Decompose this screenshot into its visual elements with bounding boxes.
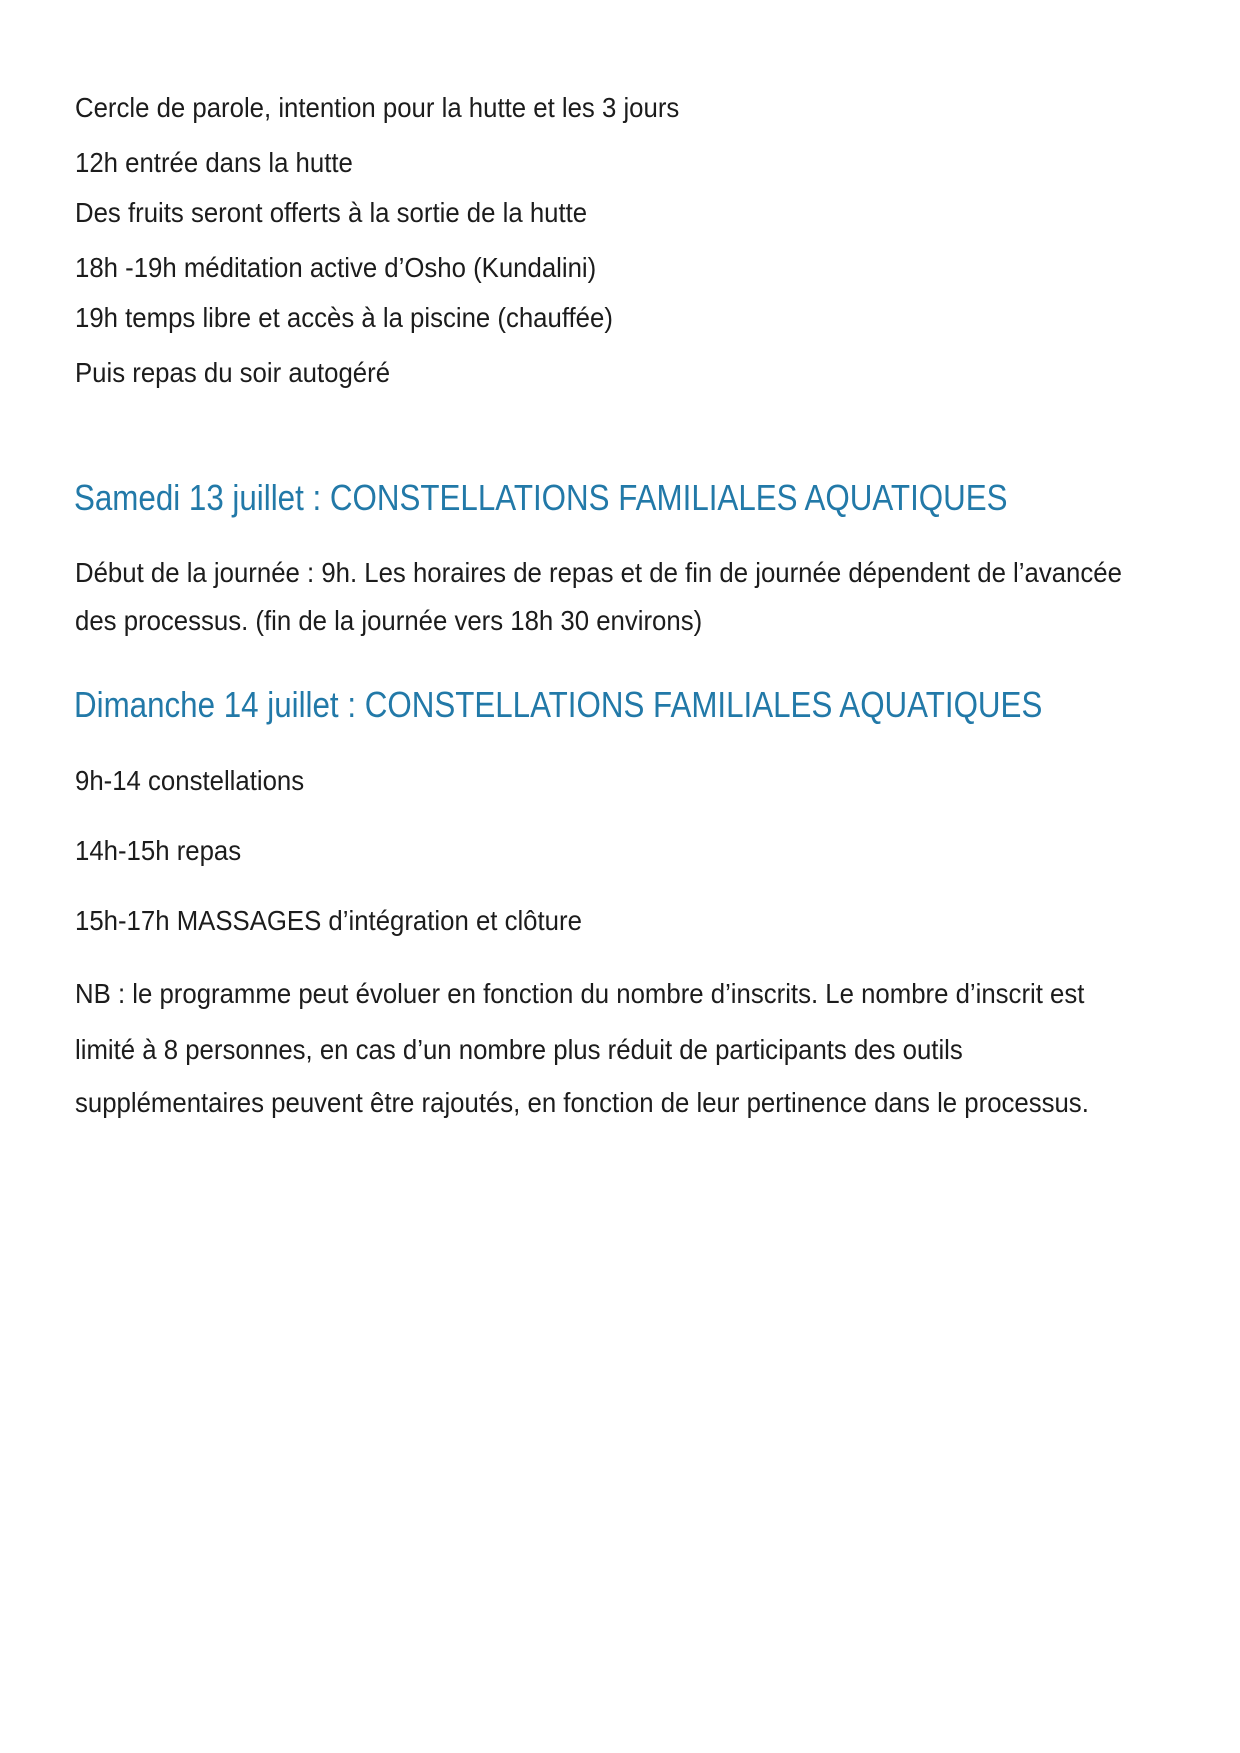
paragraph-line xyxy=(75,251,642,285)
paragraph-text: 19h temps libre et accès à la piscine (chauffée) xyxy=(75,302,613,333)
paragraph-line xyxy=(75,556,1213,590)
schedule-text: 14h-15h repas xyxy=(75,835,242,866)
paragraph-text: Début de la journée : 9h. Les horaires de repas et de fin de journée dépendent de l’avancée xyxy=(75,557,1122,588)
paragraph-text: Cercle de parole, intention pour la hutte et les 3 jours xyxy=(75,92,680,123)
note-text: supplémentaires peuvent être rajoutés, en fonction de leur pertinence dans le processus. xyxy=(75,1087,1089,1118)
paragraph-line xyxy=(75,604,757,638)
note-text: NB : le programme peut évoluer en fonction du nombre d’inscrits. Le nombre d’inscrit est xyxy=(75,978,1085,1009)
paragraph-line xyxy=(75,356,417,390)
paragraph-line xyxy=(75,91,732,125)
paragraph-line xyxy=(75,146,377,180)
section-heading-dimanche-14-juillet xyxy=(74,683,1187,726)
section-heading-samedi-13-juillet xyxy=(74,476,1147,519)
paragraph-text: 12h entrée dans la hutte xyxy=(75,147,353,178)
paragraph-text: 18h -19h méditation active d’Osho (Kundalini) xyxy=(75,252,597,283)
note-line xyxy=(75,1086,1177,1120)
paragraph-text: Des fruits seront offerts à la sortie de la hutte xyxy=(75,197,588,228)
schedule-line xyxy=(75,764,324,798)
paragraph-line xyxy=(75,301,660,335)
section-heading-text: Dimanche 14 juillet : CONSTELLATIONS FAMILIALES AQUATIQUES xyxy=(74,684,1043,725)
paragraph-text: des processus. (fin de la journée vers 18h 30 environs) xyxy=(75,605,703,636)
note-text: limité à 8 personnes, en cas d’un nombre plus réduit de participants des outils xyxy=(75,1034,963,1065)
schedule-line xyxy=(75,834,256,868)
paragraph-line xyxy=(75,196,632,230)
section-heading-text: Samedi 13 juillet : CONSTELLATIONS FAMILIALES AQUATIQUES xyxy=(74,477,1008,518)
note-line xyxy=(75,977,1172,1011)
note-line xyxy=(75,1033,1040,1067)
paragraph-text: Puis repas du soir autogéré xyxy=(75,357,391,388)
schedule-line xyxy=(75,904,626,938)
schedule-text: 15h-17h MASSAGES d’intégration et clôture xyxy=(75,905,582,936)
schedule-text: 9h-14 constellations xyxy=(75,765,305,796)
